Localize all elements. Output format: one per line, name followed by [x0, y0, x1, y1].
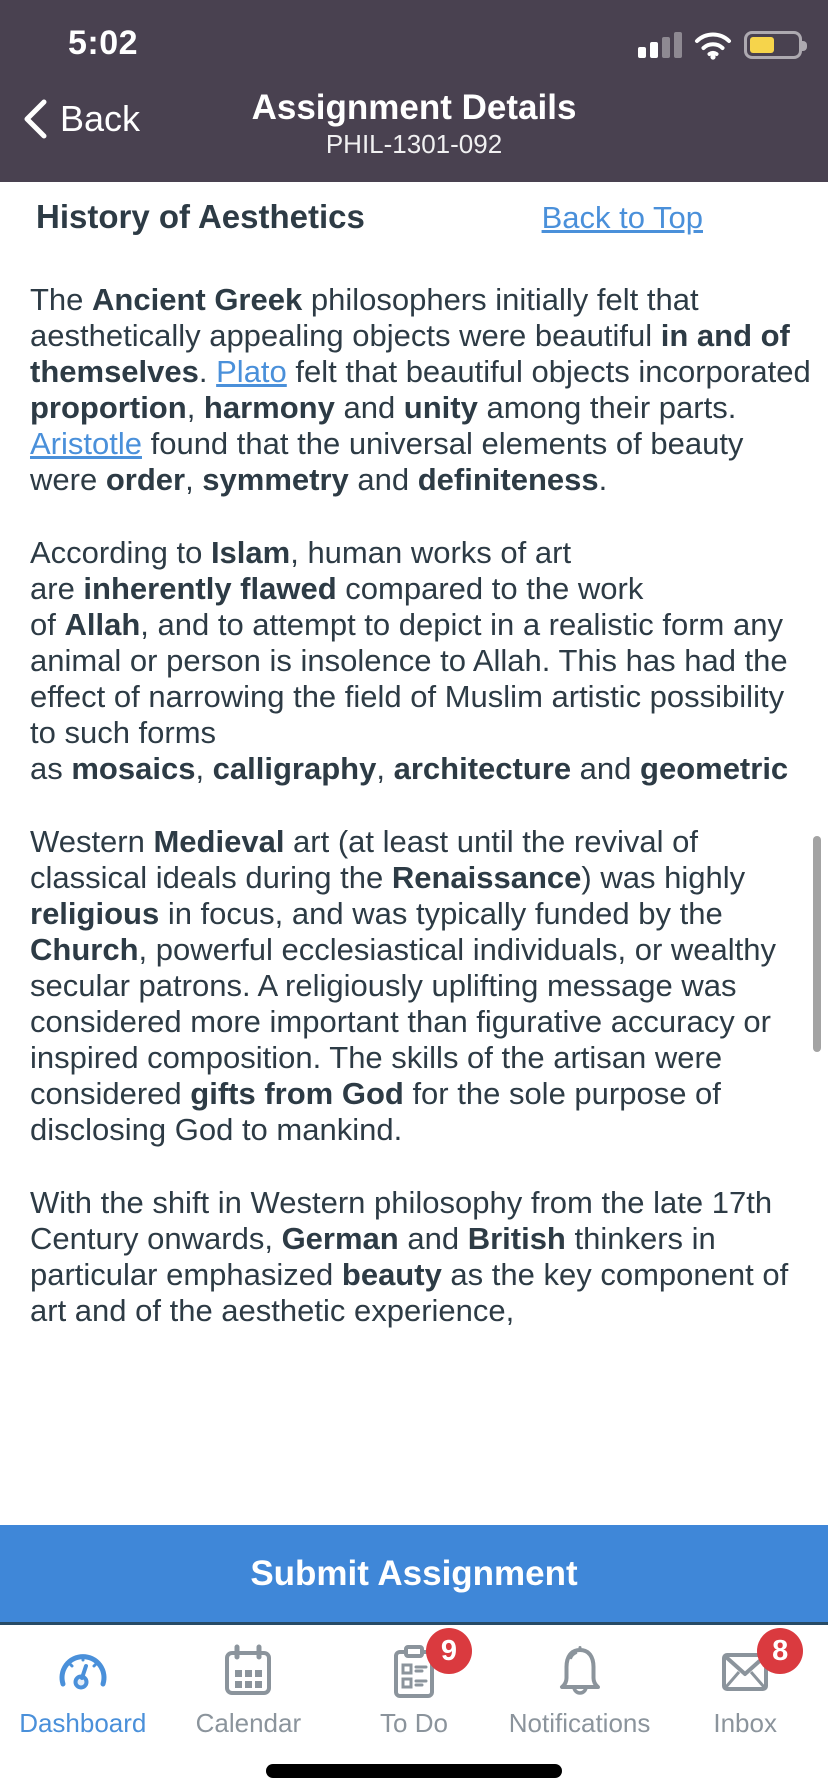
scrollbar-thumb[interactable]: [813, 836, 821, 1052]
dashboard-gauge-icon: [55, 1643, 111, 1699]
assignment-description: [0, 182, 828, 1582]
back-label: Back: [60, 98, 141, 139]
paragraph-western-philosophy: With the shift in Western philosophy from the late 17th Century onwards, German and British thinkers in particular emphasized beauty as the key component of art and of the aesthetic experience,: [30, 1185, 789, 1328]
chevron-left-icon: [22, 98, 48, 140]
back-to-top-link[interactable]: Back to Top: [541, 200, 703, 235]
inline-link[interactable]: Aristotle: [30, 426, 142, 461]
battery-icon: [744, 31, 802, 59]
tab-dashboard[interactable]: [0, 1628, 166, 1792]
todo-badge: 9: [426, 1628, 472, 1674]
page-title: Assignment Details: [251, 88, 577, 127]
section-title: History of Aesthetics: [36, 198, 365, 235]
tab-label: Inbox: [713, 1708, 777, 1738]
calendar-icon: [220, 1643, 276, 1699]
wifi-icon: [694, 30, 732, 60]
tab-label: To Do: [380, 1708, 448, 1738]
page-subtitle: PHIL-1301-092: [325, 129, 503, 159]
nav-header: [0, 0, 828, 182]
paragraph-islam: According to Islam, human works of art are inherently flawed compared to the work of Allah, and to attempt to depict in a realistic form any animal or person is insolence to Allah. This has had the effect of narrowing the field of Muslim artistic possibility to such forms as mosaics, calligraphy, architecture and geometric: [30, 535, 789, 786]
tab-label: Notifications: [508, 1708, 651, 1738]
inline-link[interactable]: Plato: [216, 354, 287, 389]
paragraph-ancient-greek: The Ancient Greek philosophers initially felt that aesthetically appealing objects were beautiful in and of themselves. Plato felt that beautiful objects incorporated proportion, harmony and unity among their parts. Aristotle found that the universal elements of beauty were order, symmetry and definiteness.: [30, 282, 811, 497]
status-icons: [638, 30, 802, 60]
inbox-badge: 8: [757, 1628, 803, 1674]
paragraph-medieval: Western Medieval art (at least until the revival of classical ideals during the Renaissance) was highly religious in focus, and was typically funded by the Church, powerful ecclesiastical individuals, or wealthy secular patrons. A religiously uplifting message was considered more important than figurative accuracy or inspired composition. The skills of the artisan were considered gifts from God for the sole purpose of disclosing God to mankind.: [30, 824, 777, 1147]
tab-label: Calendar: [195, 1708, 302, 1738]
home-indicator[interactable]: [266, 1764, 562, 1778]
submit-assignment-button[interactable]: Submit Assignment: [0, 1525, 828, 1625]
tab-inbox[interactable]: [662, 1628, 828, 1792]
cellular-signal-icon: [638, 32, 682, 58]
tab-label: Dashboard: [19, 1708, 147, 1738]
notifications-bell-icon: [552, 1643, 608, 1699]
status-time: 5:02: [68, 24, 139, 62]
